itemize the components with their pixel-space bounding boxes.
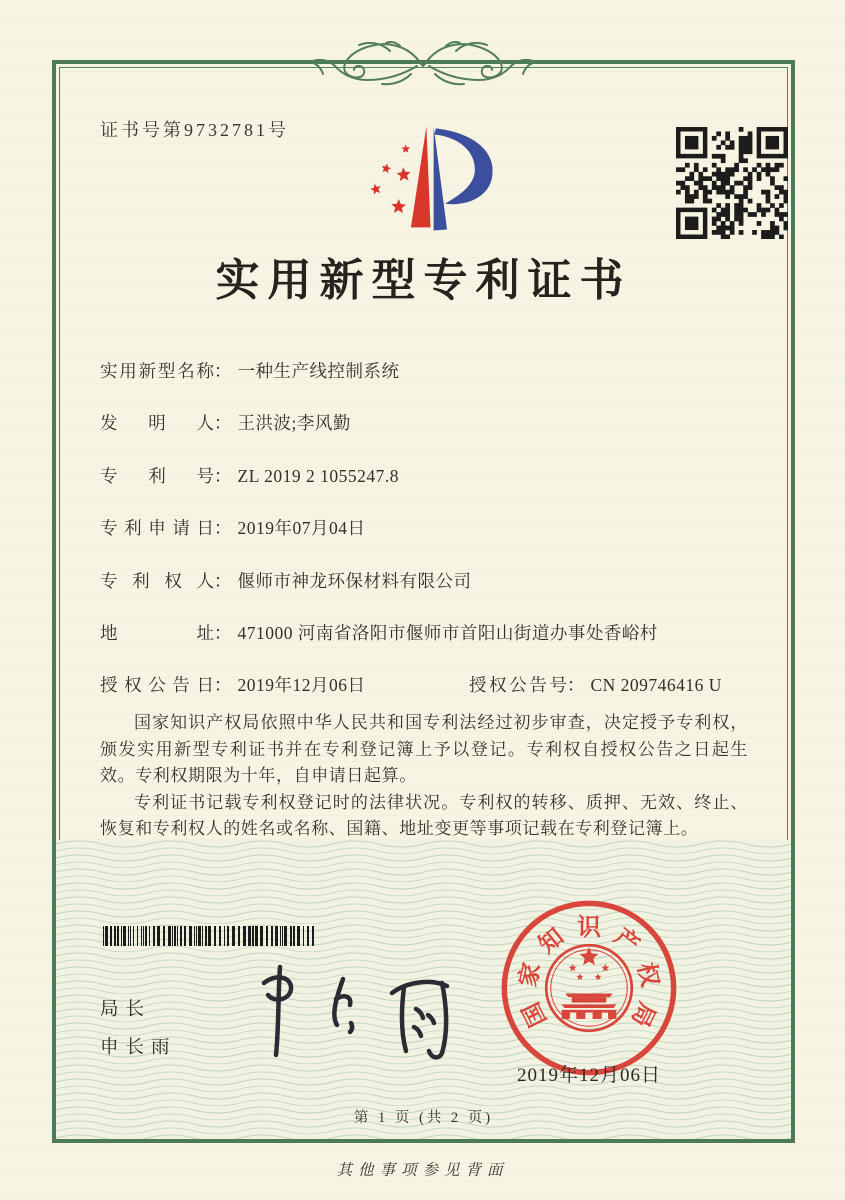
svg-text:权: 权	[632, 960, 663, 990]
field-label: 专利号	[100, 466, 214, 486]
grant-date-value: 2019年12月06日	[237, 675, 366, 695]
director-title-label: 局长	[100, 1000, 152, 1020]
legal-paragraph-1: 国家知识产权局依照中华人民共和国专利法经过初步审查，决定授予专利权，颁发实用新型专利证书并在专利登记簿上予以登记。专利权自授权公告之日起生效。专利权期限为十年，自申请日起算。	[100, 713, 748, 785]
field-label: 专利权人	[100, 571, 214, 591]
certificate-number: 证书号第9732781号	[100, 120, 289, 140]
field-label: 发明人	[100, 413, 214, 433]
dragon-ornament	[290, 34, 556, 90]
colon: ：	[214, 623, 232, 643]
colon: ：	[214, 571, 232, 591]
field-row-inventor	[100, 410, 351, 435]
field-value: 471000 河南省洛阳市偃师市首阳山街道办事处香峪村	[237, 623, 658, 643]
page-number-note: 第 1 页 (共 2 页)	[353, 1110, 494, 1126]
barcode	[103, 926, 317, 946]
legal-paragraphs	[100, 710, 748, 843]
svg-text:识: 识	[577, 915, 601, 942]
svg-text:产: 产	[608, 923, 644, 959]
grant-number-group	[469, 672, 722, 697]
certificate-border-frame	[52, 60, 795, 1143]
svg-text:局: 局	[625, 997, 660, 1031]
field-label: 授权公告日	[100, 675, 214, 695]
field-row-grant	[100, 672, 791, 697]
field-row-name	[100, 358, 400, 383]
field-value: 一种生产线控制系统	[237, 361, 400, 381]
director-signature	[246, 953, 458, 1065]
field-value: 2019年07月04日	[237, 518, 366, 538]
colon: ：	[214, 361, 232, 381]
colon: ：	[214, 466, 232, 486]
field-label: 地址	[100, 623, 214, 643]
field-row-patentee	[100, 568, 472, 593]
svg-text:家: 家	[515, 960, 546, 990]
field-row-address	[100, 620, 658, 645]
back-side-note: 其他事项参见背面	[336, 1162, 509, 1179]
qr-code	[676, 127, 788, 239]
field-label: 授权公告号	[469, 675, 567, 695]
director-name: 申长雨	[100, 1038, 177, 1058]
colon: ：	[214, 413, 232, 433]
field-value: ZL 2019 2 1055247.8	[237, 466, 399, 486]
grant-number-value: CN 209746416 U	[590, 675, 722, 695]
colon: ：	[214, 518, 232, 538]
field-value: 王洪波;李风勤	[237, 413, 351, 433]
svg-text:国: 国	[518, 997, 553, 1031]
svg-text:知: 知	[534, 923, 570, 959]
official-seal	[498, 897, 680, 1079]
colon: ：	[567, 675, 585, 695]
field-value: 偃师市神龙环保材料有限公司	[237, 571, 472, 591]
seal-date: 2019年12月06日	[516, 1065, 661, 1086]
legal-paragraph-2: 专利证书记载专利权登记时的法律状况。专利权的转移、质押、无效、终止、恢复和专利权人的姓名或名称、国籍、地址变更等事项记载在专利登记簿上。	[100, 792, 748, 838]
field-label: 专利申请日	[100, 518, 214, 538]
cnipa-patent-logo	[347, 120, 512, 244]
field-row-patent-number	[100, 463, 399, 488]
certificate-title: 实用新型专利证书	[215, 256, 632, 305]
colon: ：	[214, 675, 232, 695]
field-label: 实用新型名称	[100, 361, 214, 381]
field-row-filing-date	[100, 515, 366, 540]
